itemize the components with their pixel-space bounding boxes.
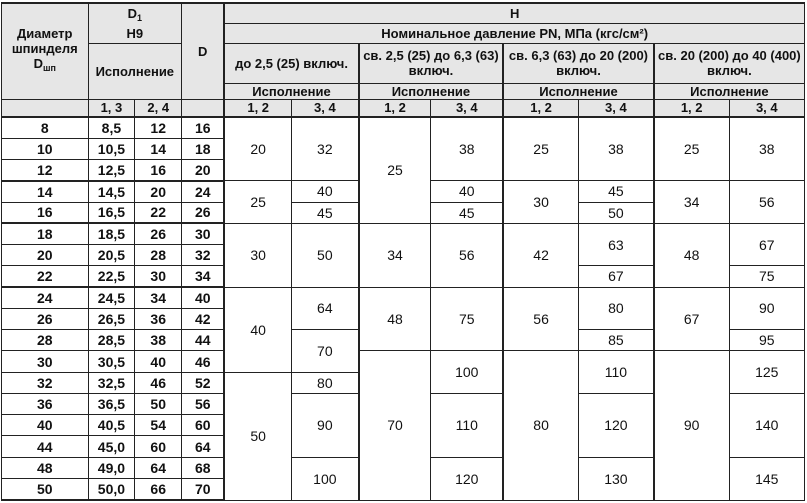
range-2-header: св. 2,5 (25) до 6,3 (63) включ.: [359, 43, 504, 83]
h-cell: 125: [729, 351, 804, 394]
h-cell: 80: [578, 287, 653, 330]
range-4-execution: Исполнение: [654, 83, 805, 99]
range-1-execution: Исполнение: [224, 83, 358, 99]
r2-exec-34: 3, 4: [431, 99, 503, 117]
d1-13-cell: 26,5: [88, 308, 135, 329]
h-cell: 140: [729, 393, 804, 457]
header-row-3: [2, 43, 805, 83]
h-cell: 85: [578, 330, 653, 351]
r3-exec-12: 1, 2: [503, 99, 578, 117]
d1-24-cell: 30: [135, 266, 182, 287]
dsp-cell: 22: [2, 266, 89, 287]
d1-13-cell: 24,5: [88, 287, 135, 308]
d1-24-cell: 64: [135, 457, 182, 478]
d-cell: 20: [182, 160, 225, 181]
d-cell: 56: [182, 393, 225, 414]
dsp-cell: 12: [2, 160, 89, 181]
r3-exec-34: 3, 4: [578, 99, 653, 117]
dsp-cell: 50: [2, 479, 89, 500]
range-1-header: до 2,5 (25) включ.: [224, 43, 358, 83]
d1-24-cell: 14: [135, 138, 182, 159]
d-header: D: [182, 3, 225, 99]
d-cell: 40: [182, 287, 225, 308]
d1-24-cell: 34: [135, 287, 182, 308]
d1-24-cell: 28: [135, 245, 182, 266]
h-cell: 45: [578, 181, 653, 202]
d-cell: 42: [182, 308, 225, 329]
d1-13-cell: 20,5: [88, 245, 135, 266]
d1-24-cell: 46: [135, 372, 182, 393]
d-cell: 70: [182, 479, 225, 500]
d1-13-cell: 14,5: [88, 181, 135, 202]
d1-24-cell: 66: [135, 479, 182, 500]
range-2-execution: Исполнение: [359, 83, 504, 99]
d1-24-cell: 38: [135, 330, 182, 351]
exec-24-header: 2, 4: [135, 99, 182, 117]
d1-13-cell: 8,5: [88, 117, 135, 138]
d-cell: 64: [182, 436, 225, 457]
h-cell: 56: [729, 181, 804, 224]
h-cell: 48: [654, 223, 729, 287]
dsp-cell: 18: [2, 223, 89, 244]
d1-24-cell: 16: [135, 160, 182, 181]
h-cell: 67: [729, 223, 804, 266]
h-cell: 80: [503, 351, 578, 500]
h-cell: 67: [578, 266, 653, 287]
h-cell: 120: [578, 393, 653, 457]
d-cell: 44: [182, 330, 225, 351]
h-cell: 38: [729, 117, 804, 181]
h-cell: 45: [292, 202, 359, 223]
h-cell: 95: [729, 330, 804, 351]
range-4-header: св. 20 (200) до 40 (400) включ.: [654, 43, 805, 83]
h-cell: 50: [578, 202, 653, 223]
dsp-cell: 24: [2, 287, 89, 308]
h-cell: 25: [503, 117, 578, 181]
d1-13-cell: 28,5: [88, 330, 135, 351]
h-cell: 130: [578, 457, 653, 500]
d1-24-cell: 50: [135, 393, 182, 414]
h-cell: 34: [654, 181, 729, 224]
dsp-cell: 48: [2, 457, 89, 478]
d1-24-cell: 12: [135, 117, 182, 138]
dsp-cell: 14: [2, 181, 89, 202]
table-row: [2, 223, 805, 244]
h-header: H: [224, 3, 804, 23]
dsp-cell: 30: [2, 351, 89, 372]
h-cell: 100: [431, 351, 503, 394]
table-row: [2, 351, 805, 372]
d-cell: 32: [182, 245, 225, 266]
d1-13-cell: 49,0: [88, 457, 135, 478]
d-cell: 26: [182, 202, 225, 223]
d-cell: 18: [182, 138, 225, 159]
diameter-header-cont: [2, 99, 89, 117]
h-cell: 40: [224, 287, 291, 372]
h-cell: 38: [431, 117, 503, 181]
h-cell: 63: [578, 223, 653, 266]
d-cell: 30: [182, 223, 225, 244]
h-cell: 64: [292, 287, 359, 330]
spindle-dimensions-table: [1, 2, 805, 501]
r4-exec-12: 1, 2: [654, 99, 729, 117]
d-header-cont: [182, 99, 225, 117]
d1-24-cell: 20: [135, 181, 182, 202]
d1-13-cell: 10,5: [88, 138, 135, 159]
h-cell: 70: [359, 351, 431, 500]
dsp-cell: 10: [2, 138, 89, 159]
dsp-cell: 32: [2, 372, 89, 393]
exec-13-header: 1, 3: [88, 99, 135, 117]
d1-13-cell: 30,5: [88, 351, 135, 372]
h-cell: 75: [729, 266, 804, 287]
d1-13-cell: 50,0: [88, 479, 135, 500]
d1-13-cell: 18,5: [88, 223, 135, 244]
h-cell: 38: [578, 117, 653, 181]
d1-13-cell: 22,5: [88, 266, 135, 287]
dsp-cell: 40: [2, 415, 89, 436]
h-cell: 80: [292, 372, 359, 393]
d-cell: 52: [182, 372, 225, 393]
d1-24-cell: 26: [135, 223, 182, 244]
r2-exec-12: 1, 2: [359, 99, 431, 117]
h-cell: 40: [292, 181, 359, 202]
h-cell: 145: [729, 457, 804, 500]
r1-exec-34: 3, 4: [292, 99, 359, 117]
range-3-header: св. 6,3 (63) до 20 (200) включ.: [503, 43, 654, 83]
h-cell: 32: [292, 117, 359, 181]
pressure-header: Номинальное давление PN, МПа (кгс/см²): [224, 23, 804, 43]
diameter-header: Диаметр шпинделя $D_{шп}$: [2, 3, 89, 99]
h-cell: 42: [503, 223, 578, 287]
d1-13-cell: 16,5: [88, 202, 135, 223]
d1-13-cell: 45,0: [88, 436, 135, 457]
h-cell: 25: [654, 117, 729, 181]
h-cell: 90: [654, 351, 729, 500]
d1-24-cell: 22: [135, 202, 182, 223]
d1-13-cell: 32,5: [88, 372, 135, 393]
h-cell: 40: [431, 181, 503, 202]
d1-execution-header: Исполнение: [88, 43, 182, 99]
dsp-cell: 16: [2, 202, 89, 223]
d-cell: 34: [182, 266, 225, 287]
d1-13-cell: 36,5: [88, 393, 135, 414]
h-cell: 25: [224, 181, 291, 224]
h-cell: 48: [359, 287, 431, 351]
d1-24-cell: 60: [135, 436, 182, 457]
h-cell: 120: [431, 457, 503, 500]
header-row-1: [2, 3, 805, 23]
h-cell: 30: [503, 181, 578, 224]
d1-13-cell: 40,5: [88, 415, 135, 436]
h-cell: 90: [292, 393, 359, 457]
h-cell: 110: [431, 393, 503, 457]
d1-header: $D_1$ H9: [88, 3, 182, 43]
h-cell: 45: [431, 202, 503, 223]
d-cell: 24: [182, 181, 225, 202]
dsp-cell: 44: [2, 436, 89, 457]
h-cell: 25: [359, 117, 431, 223]
table-row: [2, 117, 805, 138]
dsp-cell: 28: [2, 330, 89, 351]
d1-24-cell: 36: [135, 308, 182, 329]
dsp-cell: 36: [2, 393, 89, 414]
h-cell: 50: [224, 372, 291, 500]
header-row-5: [2, 99, 805, 117]
h-cell: 75: [431, 287, 503, 351]
h-cell: 110: [578, 351, 653, 394]
h-cell: 50: [292, 223, 359, 287]
d-cell: 46: [182, 351, 225, 372]
dsp-cell: 26: [2, 308, 89, 329]
d1-13-cell: 12,5: [88, 160, 135, 181]
h-cell: 90: [729, 287, 804, 330]
d-cell: 68: [182, 457, 225, 478]
h-cell: 30: [224, 223, 291, 287]
h-cell: 20: [224, 117, 291, 181]
h-cell: 67: [654, 287, 729, 351]
table-row: [2, 287, 805, 308]
d-cell: 16: [182, 117, 225, 138]
dsp-cell: 8: [2, 117, 89, 138]
h-cell: 56: [503, 287, 578, 351]
h-cell: 100: [292, 457, 359, 500]
r4-exec-34: 3, 4: [729, 99, 804, 117]
r1-exec-12: 1, 2: [224, 99, 291, 117]
d1-24-cell: 54: [135, 415, 182, 436]
h-cell: 56: [431, 223, 503, 287]
range-3-execution: Исполнение: [503, 83, 654, 99]
h-cell: 70: [292, 330, 359, 373]
dsp-cell: 20: [2, 245, 89, 266]
d1-24-cell: 40: [135, 351, 182, 372]
d-cell: 60: [182, 415, 225, 436]
h-cell: 34: [359, 223, 431, 287]
